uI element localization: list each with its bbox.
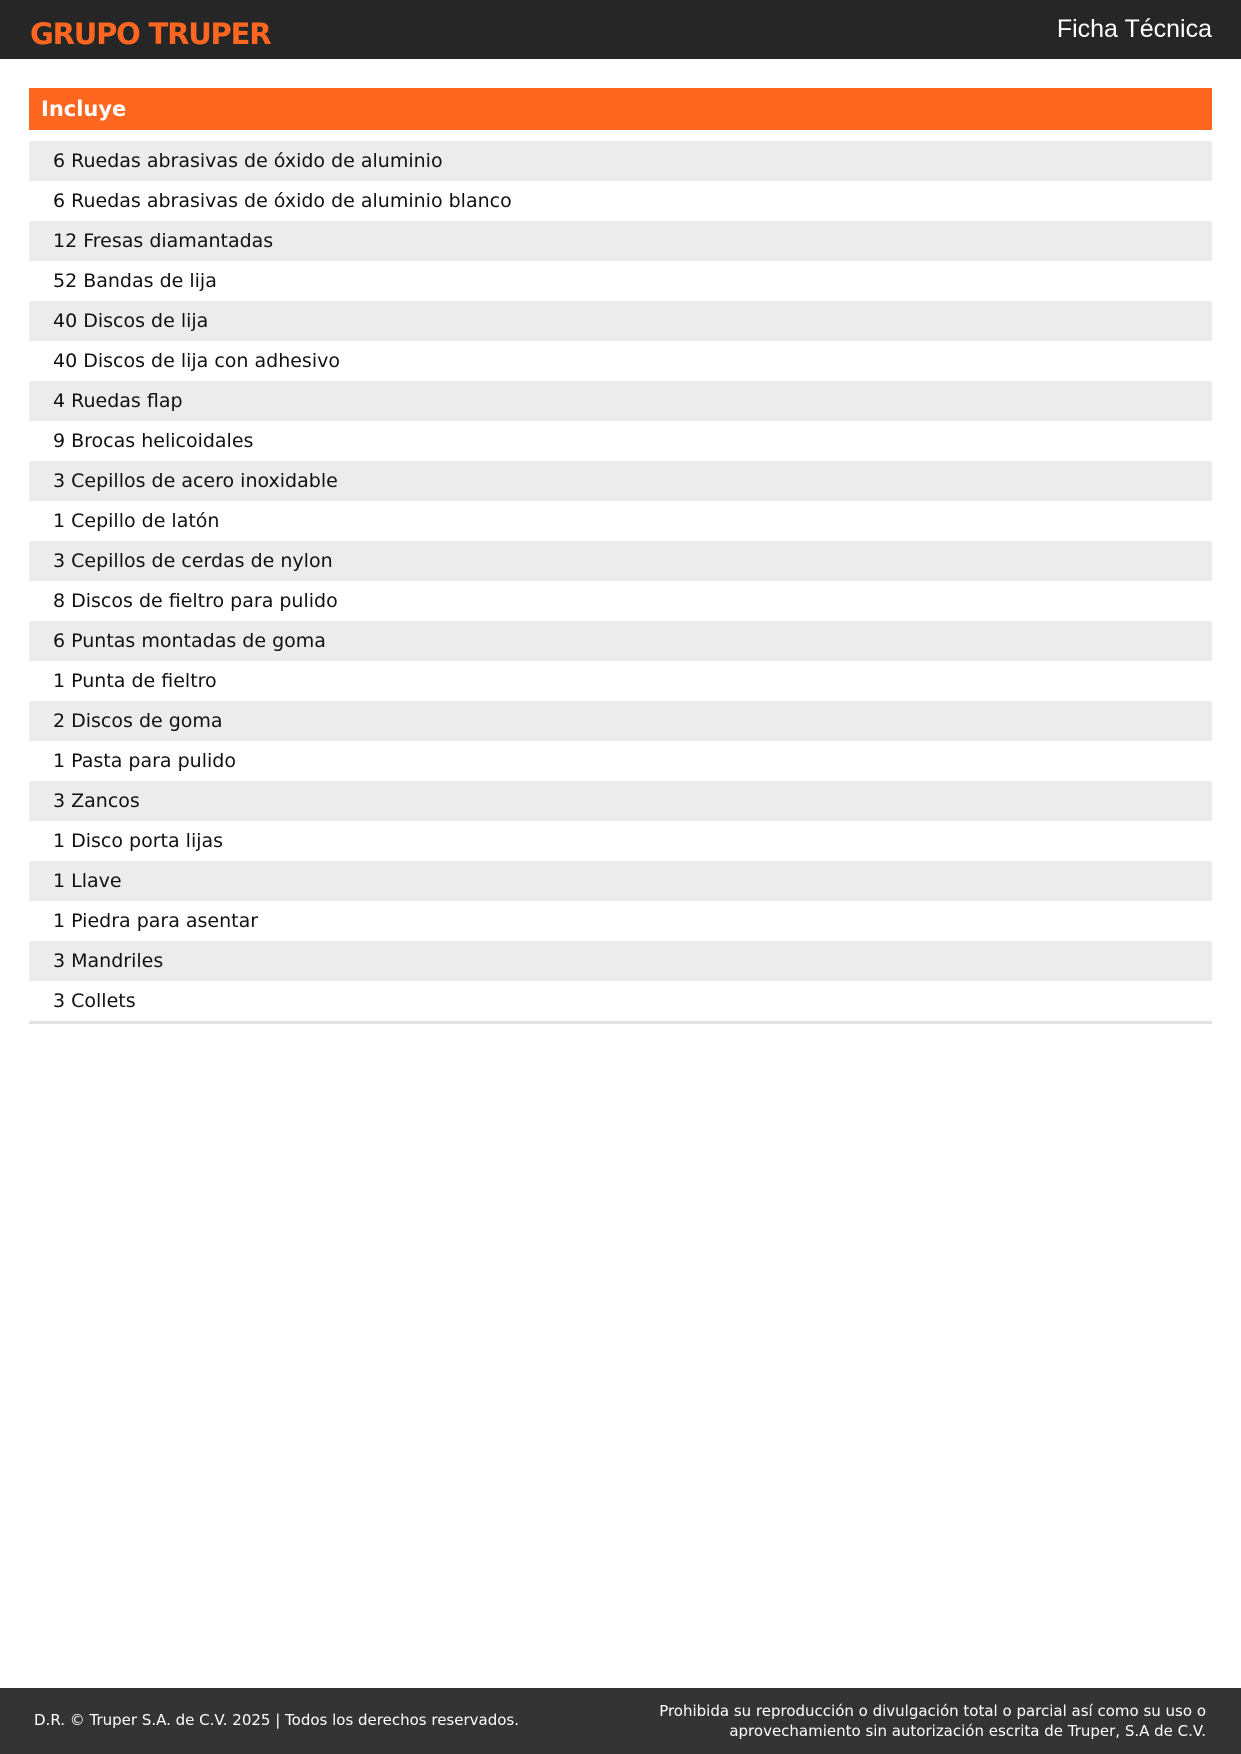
section-title: Incluye: [29, 88, 1212, 130]
footer-copyright: D.R. © Truper S.A. de C.V. 2025 | Todos los derechos reservados.: [34, 1711, 519, 1729]
list-item: 12 Fresas diamantadas: [29, 221, 1212, 261]
list-item: 1 Pasta para pulido: [29, 741, 1212, 781]
list-item: 1 Disco porta lijas: [29, 821, 1212, 861]
header-bar: [0, 0, 1241, 59]
list-item: 52 Bandas de lija: [29, 261, 1212, 301]
list-item: 6 Puntas montadas de goma: [29, 621, 1212, 661]
included-items-list: [29, 141, 1212, 1024]
footer-notice: [659, 1701, 1206, 1741]
list-item: 6 Ruedas abrasivas de óxido de aluminio blanco: [29, 181, 1212, 221]
footer-bar: [0, 1688, 1241, 1754]
brand-logo: GRUPO TRUPER: [30, 17, 271, 51]
footer-notice-line: aprovechamiento sin autorización escrita de Truper, S.A de C.V.: [729, 1722, 1206, 1740]
list-item: 1 Cepillo de latón: [29, 501, 1212, 541]
list-item: 1 Piedra para asentar: [29, 901, 1212, 941]
list-item: 40 Discos de lija con adhesivo: [29, 341, 1212, 381]
list-item: 3 Cepillos de cerdas de nylon: [29, 541, 1212, 581]
list-item: 3 Cepillos de acero inoxidable: [29, 461, 1212, 501]
list-item: 3 Zancos: [29, 781, 1212, 821]
list-item: 40 Discos de lija: [29, 301, 1212, 341]
document-title: Ficha Técnica: [1056, 15, 1212, 43]
list-item: 3 Mandriles: [29, 941, 1212, 981]
list-item: 8 Discos de fieltro para pulido: [29, 581, 1212, 621]
list-item: 4 Ruedas flap: [29, 381, 1212, 421]
list-item: 1 Punta de fieltro: [29, 661, 1212, 701]
list-item: 2 Discos de goma: [29, 701, 1212, 741]
includes-section: [29, 88, 1212, 1024]
list-item: 9 Brocas helicoidales: [29, 421, 1212, 461]
list-item: 3 Collets: [29, 981, 1212, 1021]
list-item: 1 Llave: [29, 861, 1212, 901]
footer-notice-line: Prohibida su reproducción o divulgación total o parcial así como su uso o: [659, 1702, 1206, 1720]
list-item: 6 Ruedas abrasivas de óxido de aluminio: [29, 141, 1212, 181]
